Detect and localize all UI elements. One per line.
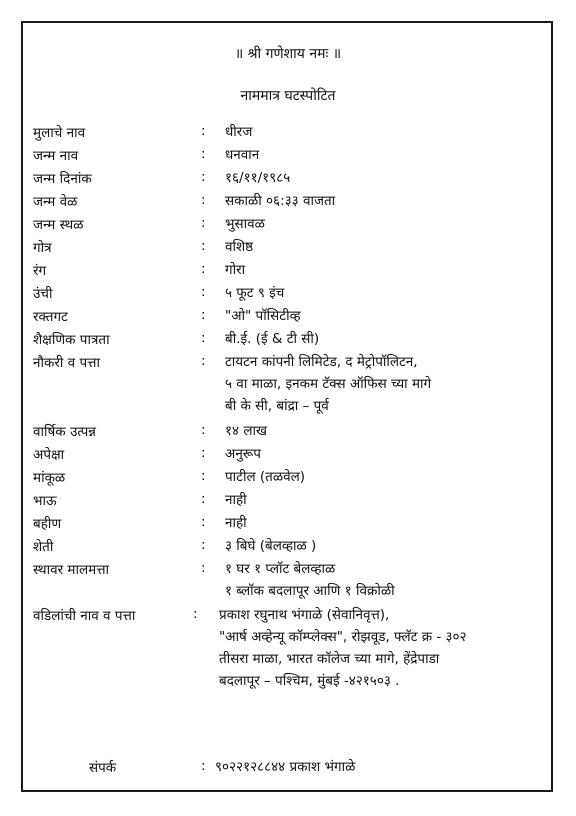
- value-line: अनुरूप: [225, 446, 261, 462]
- value-line: ५ फूट ९ इंच: [225, 285, 285, 301]
- field-label-sister: बहीण: [33, 516, 62, 532]
- field-label-birth-place: जन्म स्थळ: [33, 217, 84, 233]
- value-line: बी.ई. (ई & टी सी): [225, 331, 320, 347]
- value-line: धीरज: [225, 124, 253, 140]
- field-separator: :: [201, 491, 206, 507]
- field-label-blood-group: रक्तगट: [33, 309, 68, 325]
- value-line: पाटील (तळवेल): [225, 469, 306, 485]
- value-line: तीसरा माळा, भारत कॉलेज च्या मागे, हेंद्रेपाडा: [219, 651, 440, 667]
- value-line: १४ लाख: [225, 423, 268, 439]
- field-label-brother: भाऊ: [33, 493, 57, 509]
- field-separator: :: [201, 261, 206, 277]
- field-value-brother: [225, 489, 247, 511]
- value-line: "आर्ष अव्हेन्यू कॉम्प्लेक्स", रोझवूड, फ्लॅट क्र - ३०२: [219, 629, 467, 645]
- field-separator: :: [193, 606, 198, 622]
- field-label-name: मुलाचे नाव: [33, 125, 86, 141]
- field-value-height: [225, 282, 284, 304]
- field-value-job-address: [225, 351, 431, 417]
- value-line: ९०२२१२८८४४ प्रकाश भंगाळे: [215, 759, 356, 775]
- field-value-sister: [225, 512, 247, 534]
- field-label-birth-time: जन्म वेळ: [33, 194, 78, 210]
- field-value-father-name-address: [219, 604, 467, 692]
- field-separator: :: [201, 169, 206, 185]
- field-label-contact: संपर्क: [89, 760, 117, 776]
- field-label-birth-date: जन्म दिनांक: [33, 171, 92, 187]
- field-value-complexion: [225, 259, 245, 281]
- value-line: प्रकाश रघुनाथ भंगाळे (सेवानिवृत्त),: [219, 607, 390, 623]
- field-separator: :: [201, 307, 206, 323]
- field-label-maternal-family: मांकूळ: [33, 470, 66, 486]
- value-line: टायटन कांपनी लिमिटेड, द मेट्रोपॉलिटन,: [225, 354, 418, 370]
- field-label-height: उंची: [33, 286, 53, 302]
- field-value-name: [225, 121, 252, 143]
- field-label-job-address: नौकरी व पत्ता: [33, 355, 100, 371]
- field-value-gotra: [225, 236, 253, 258]
- field-separator: :: [201, 514, 206, 530]
- value-line: १ ब्लॉक बदलापूर आणि १ विक्रोळी: [225, 583, 395, 599]
- field-value-contact: [215, 756, 355, 778]
- value-line: बी के सी, बांद्रा – पूर्व: [225, 398, 329, 414]
- field-separator: :: [201, 215, 206, 231]
- field-value-farmland: [225, 535, 316, 557]
- field-value-property: [225, 558, 395, 602]
- field-label-complexion: रंग: [33, 263, 47, 279]
- value-line: धनवान: [225, 147, 260, 163]
- field-value-birth-place: [225, 213, 265, 235]
- field-value-annual-income: [225, 420, 267, 442]
- invocation-line: ॥ श्री गणेशाय नमः ॥: [234, 46, 342, 62]
- field-value-birth-time: [225, 190, 335, 212]
- value-line: सकाळी ०६:३३ वाजता: [225, 193, 336, 209]
- field-label-gotra: गोत्र: [33, 240, 52, 256]
- field-value-expectation: [225, 443, 261, 465]
- field-label-annual-income: वार्षिक उत्पन्न: [33, 424, 96, 440]
- field-separator: :: [201, 445, 206, 461]
- value-line: नाही: [225, 515, 247, 531]
- field-label-birth-name: जन्म नाव: [33, 148, 79, 164]
- field-separator: :: [201, 284, 206, 300]
- value-line: भुसावळ: [225, 216, 265, 232]
- value-line: "ओ" पॉसिटीव्ह: [225, 308, 301, 324]
- field-value-education: [225, 328, 319, 350]
- value-line: ३ बिघे (बेलव्हाळ ): [225, 538, 317, 554]
- field-value-birth-name: [225, 144, 259, 166]
- field-separator: :: [201, 560, 206, 576]
- value-line: नाही: [225, 492, 247, 508]
- field-separator: :: [201, 422, 206, 438]
- value-line: १ घर १ प्लॉट बेलव्हाळ: [225, 561, 336, 577]
- document-title: नाममात्र घटस्पोटित: [240, 88, 336, 104]
- value-line: गोरा: [225, 262, 246, 278]
- field-separator: :: [201, 192, 206, 208]
- field-separator: :: [201, 330, 206, 346]
- field-value-maternal-family: [225, 466, 305, 488]
- field-separator: :: [201, 238, 206, 254]
- field-separator: :: [201, 146, 206, 162]
- field-separator: :: [201, 353, 206, 369]
- field-separator: :: [201, 468, 206, 484]
- field-value-blood-group: [225, 305, 301, 327]
- field-value-birth-date: [225, 167, 290, 189]
- value-line: १६/११/१९८५: [225, 170, 291, 186]
- value-line: ५ वा माळा, इनकम टॅक्स ऑफिस च्या मागे: [225, 376, 432, 392]
- field-label-education: शैक्षणिक पात्रता: [33, 332, 110, 348]
- value-line: वशिष्ठ: [225, 239, 254, 255]
- field-separator: :: [201, 123, 206, 139]
- field-label-father-name-address: वडिलांची नाव व पत्ता: [33, 608, 136, 624]
- field-label-property: स्थावर मालमत्ता: [33, 562, 110, 578]
- field-separator: :: [201, 537, 206, 553]
- field-label-expectation: अपेक्षा: [33, 447, 65, 463]
- field-separator: :: [201, 758, 206, 774]
- field-label-farmland: शेती: [33, 539, 54, 555]
- value-line: बदलापूर – पश्चिम, मुंबई -४२१५०३ .: [219, 673, 400, 689]
